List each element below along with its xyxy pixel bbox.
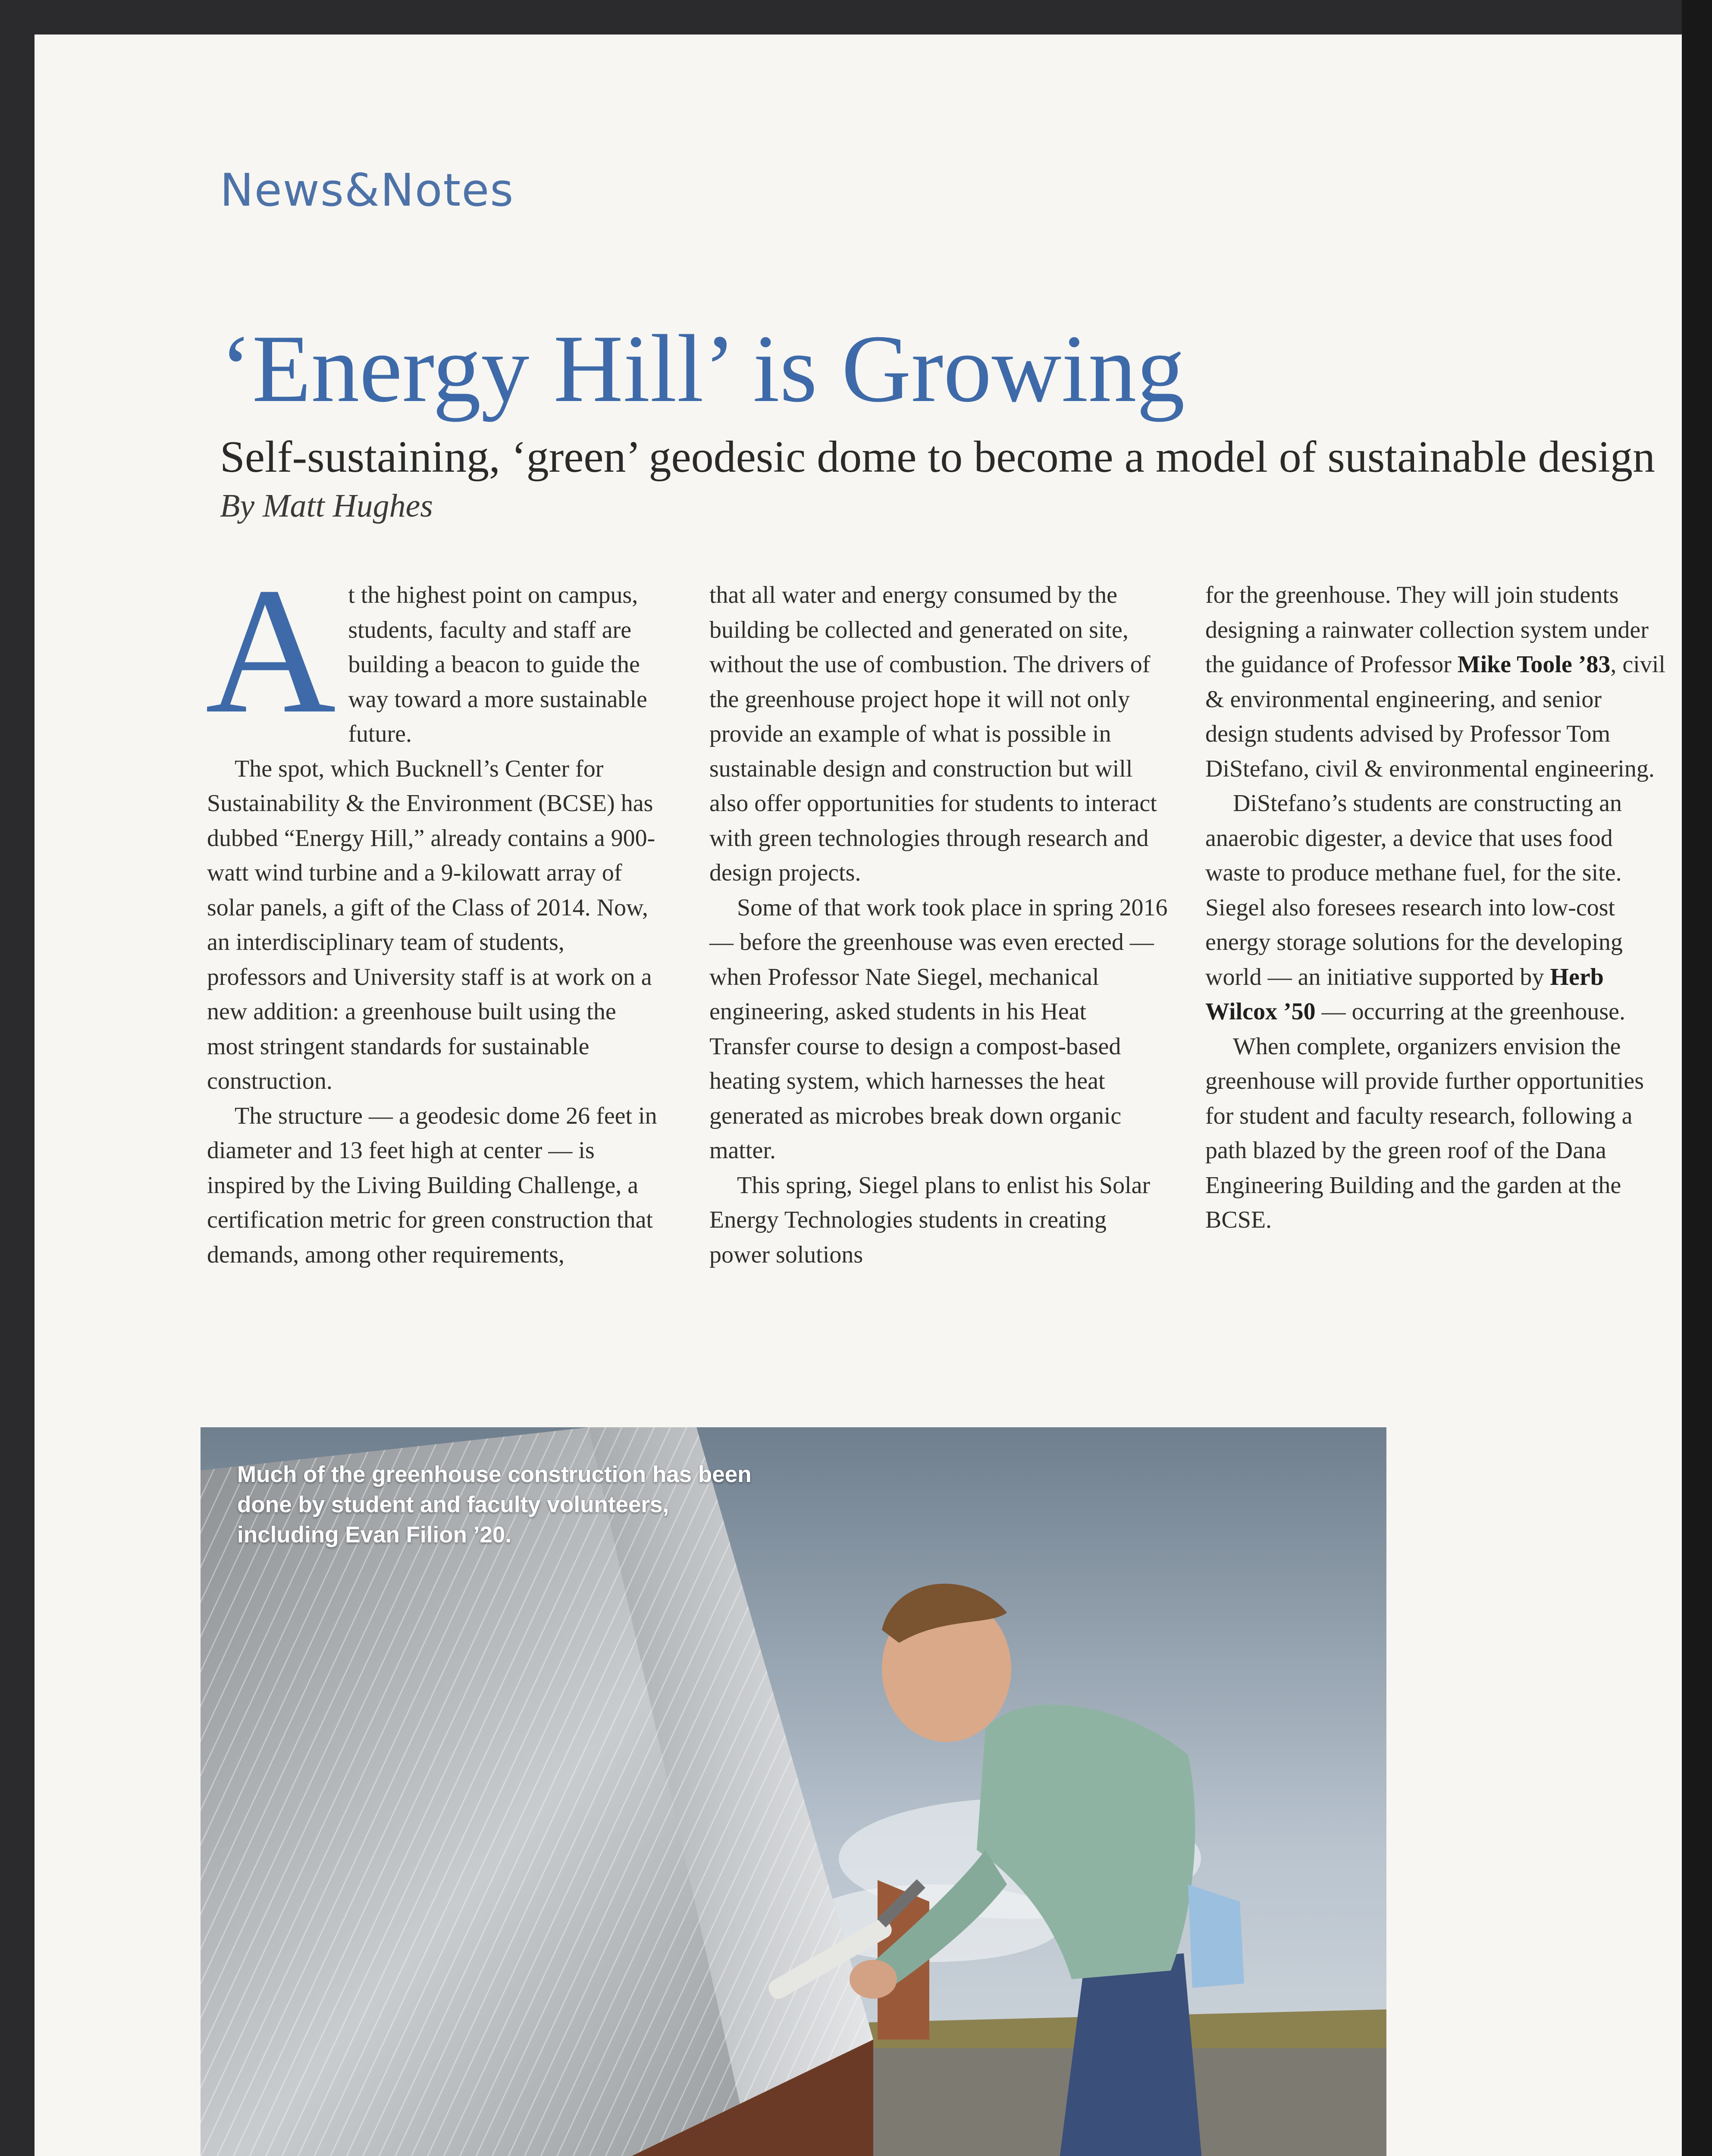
paragraph: The structure — a geodesic dome 26 feet in diameter and 13 feet high at center — is inspired by the Living Building Challenge, a certification metric for green construction that demands, among other requirements, <box>207 1102 657 1268</box>
drop-cap: A <box>205 550 336 751</box>
paragraph <box>1205 578 1667 786</box>
person-name: Mike Toole ’83 <box>1457 651 1611 678</box>
byline: By Matt Hughes <box>220 488 433 524</box>
scan-edge <box>1682 0 1712 2156</box>
paragraph: When complete, organizers envision the greenhouse will provide further opportunities for student and faculty research, following a path blazed by the green roof of the Dana Engineering Building and the garden at the BCSE. <box>1205 1033 1644 1233</box>
magazine-page <box>34 34 1682 2156</box>
paragraph-text: t the highest point on campus, students, faculty and staff are building a beacon to guide the way toward a more sustainable future. <box>348 582 647 747</box>
person-name: Herb Wilcox ’50 <box>1205 963 1604 1025</box>
text-column-3 <box>1205 578 1667 1238</box>
paragraph: This spring, Siegel plans to enlist his Solar Energy Technologies students in creating power solutions <box>709 1172 1151 1268</box>
text-column-2 <box>709 578 1171 1272</box>
text-column-1 <box>205 550 668 1272</box>
photo-caption: Much of the greenhouse construction has been done by student and faculty volunteers, including Evan Filion ’20. <box>237 1462 752 1548</box>
person-hand <box>850 1960 897 1999</box>
paragraph: Some of that work took place in spring 2016 — before the greenhouse was even erected — when Professor Nate Siegel, mechanical engineering, asked students in his Heat Transfer course to design a compost-based heating system, which harnesses the heat generated as microbes break down organic matter. <box>709 894 1168 1164</box>
article-photo <box>201 1427 1386 2156</box>
paragraph-text: , civil & environmental engineering, and senior design students advised by Professor Tom DiStefano, civil & environmental engineering. <box>1205 651 1665 782</box>
paragraph-text: DiStefano’s students are constructing an anaerobic digester, a device that uses food waste to produce methane fuel, for the site. Siegel also foresees research into low-cost energy storage solutions for the developing world — an initiative supported by <box>1205 790 1623 990</box>
paragraph-text: — occurring at the greenhouse. <box>1315 998 1626 1025</box>
paragraph: The spot, which Bucknell’s Center for Sustainability & the Environment (BCSE) has dubbed “Energy Hill,” already contains a 900-watt wind turbine and a 9-kilowatt array of solar panels, a gift of the Class of 2014. Now, an interdisciplinary team of students, professors and University staff is at work on a new addition: a greenhouse built using the most stringent standards for sustainable construction. <box>207 755 655 1094</box>
paragraph <box>205 550 668 752</box>
paragraph: that all water and energy consumed by the building be collected and generated on site, without the use of combustion. The drivers of the greenhouse project hope it will not only provide an example of what is possible in sustainable design and construction but will also offer opportunities for students to interact with green technologies through research and design projects. <box>709 582 1157 886</box>
article-subhead: Self-sustaining, ‘green’ geodesic dome to become a model of sustainable design <box>220 432 1655 482</box>
section-label: News&Notes <box>220 164 514 216</box>
article-headline: ‘Energy Hill’ is Growing <box>220 315 1185 422</box>
paragraph-text: for the greenhouse. They will join students designing a rainwater collection system under the guidance of Professor <box>1205 582 1649 678</box>
paragraph <box>1205 786 1667 1029</box>
photo-credit <box>1578 2147 1596 2156</box>
